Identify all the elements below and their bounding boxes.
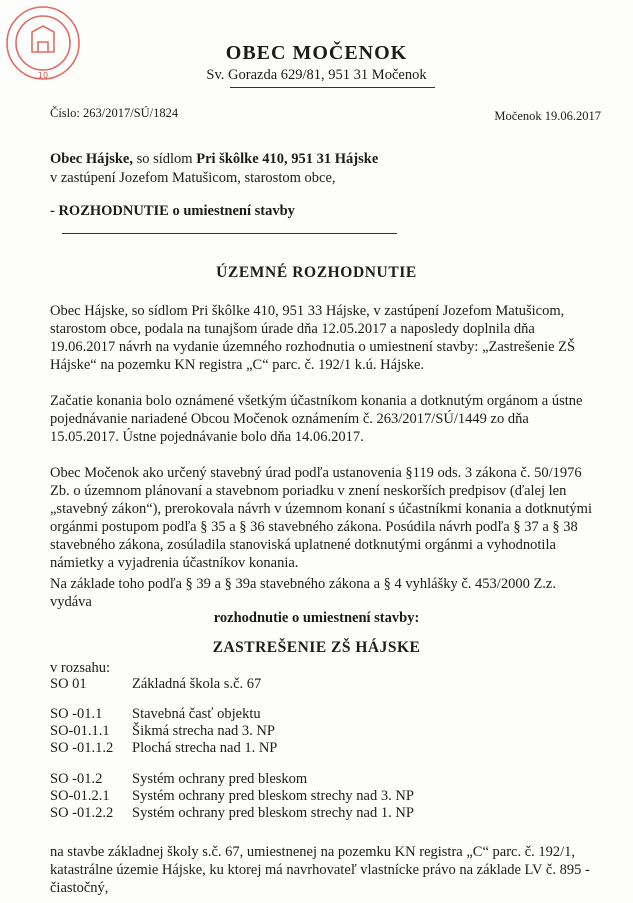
scope-item: SO -01.1.2 Plochá strecha nad 1. NP [50, 740, 278, 756]
recipient-connector: so sídlom [132, 151, 197, 167]
scope-item: SO -01.2 Systém ochrany pred bleskom [50, 771, 308, 787]
municipality-title: OBEC MOČENOK [225, 42, 408, 64]
scope-item: SO-01.2.1 Systém ochrany pred bleskom strechy nad 3. NP [50, 788, 414, 804]
scope-item: SO -01.1 Stavebná časť objektu [50, 706, 261, 722]
paragraph-legal-basis: Na základe toho podľa § 39 a § 39a stavebného zákona a § 4 vyhlášky č. 453/2000 Z.z. vydáva [50, 576, 556, 610]
reference-number: Číslo: 263/2017/SÚ/1824 [50, 106, 179, 120]
scope-item: SO 01 Základná škola s.č. 67 [50, 676, 262, 692]
paragraph-authority: Obec Močenok ako určený stavebný úrad podľa ustanovenia §119 ods. 3 zákona č. 50/1976 Zb. o územnom plánovaní a stavebnom poriadku v znení neskorších predpisov (ďalej len „stavebný zákon“), prerokovala návrh v územnom konaní s účastníkmi konania a dotknutými orgánmi postupom podľa § 35 a § 36 stavebného zákona. Posúdila návrh podľa § 37 a § 38 stavebného zákona, zosúladila stanoviská uplatnené dotknutými orgánmi a vyhodnotila námietky a vyjadrenia účastníkov konania. [50, 465, 592, 571]
subject-line: - ROZHODNUTIE o umiestnení stavby [50, 203, 295, 219]
subject-divider [62, 233, 397, 234]
municipality-address: Sv. Gorazda 629/81, 951 31 Močenok [206, 67, 427, 83]
scope-item: SO -01.2.2 Systém ochrany pred bleskom strechy nad 1. NP [50, 805, 414, 821]
recipient-address: Pri škôlke 410, 951 31 Hájske [196, 151, 379, 167]
scope-label: v rozsahu: [50, 660, 110, 676]
paragraph-proceedings: Začatie konania bolo oznámené všetkým účastníkom konania a dotknutým orgánom a ústne pojednávanie nariadené Obcou Močenok oznámením č. 263/2017/SÚ/1449 zo dňa 15.05.2017. Ústne pojednávanie bolo dňa 14.06.2017. [50, 393, 583, 445]
project-title: ZASTREŠENIE ZŠ HÁJSKE [212, 639, 421, 656]
scope-item: SO-01.1.1 Šikmá strecha nad 3. NP [50, 723, 275, 739]
paragraph-location: na stavbe základnej školy s.č. 67, umiestnenej na pozemku KN registra „C“ parc. č. 192/1, katastrálne územie Hájske, ku ktorej má navrhovateľ vlastnícke právo na základe LV č. 895 - čiastočný, [50, 844, 590, 896]
paragraph-application: Obec Hájske, so sídlom Pri škôlke 410, 951 33 Hájske, v zastúpení Jozefom Matušicom, starostom obce, podala na tunajšom úrade dňa 12.05.2017 a naposledy doplnila dňa 19.06.2017 návrh na vydanie územného rozhodnutia o umiestnení stavby: „Zastrešenie ZŠ Hájske“ na pozemku KN registra „C“ parc. č. 192/1 k.ú. Hájske. [50, 303, 576, 373]
svg-text:10: 10 [37, 71, 49, 80]
header-divider [230, 87, 435, 88]
decision-heading: rozhodnutie o umiestnení stavby: [213, 610, 420, 626]
document-date: Močenok 19.06.2017 [494, 109, 601, 123]
recipient-line-2: v zastúpení Jozefom Matušicom, starostom obce, [50, 170, 336, 186]
recipient-line-1 [50, 151, 378, 168]
document-title: ÚZEMNÉ ROZHODNUTIE [216, 264, 417, 281]
recipient-name: Obec Hájske, [50, 151, 133, 167]
